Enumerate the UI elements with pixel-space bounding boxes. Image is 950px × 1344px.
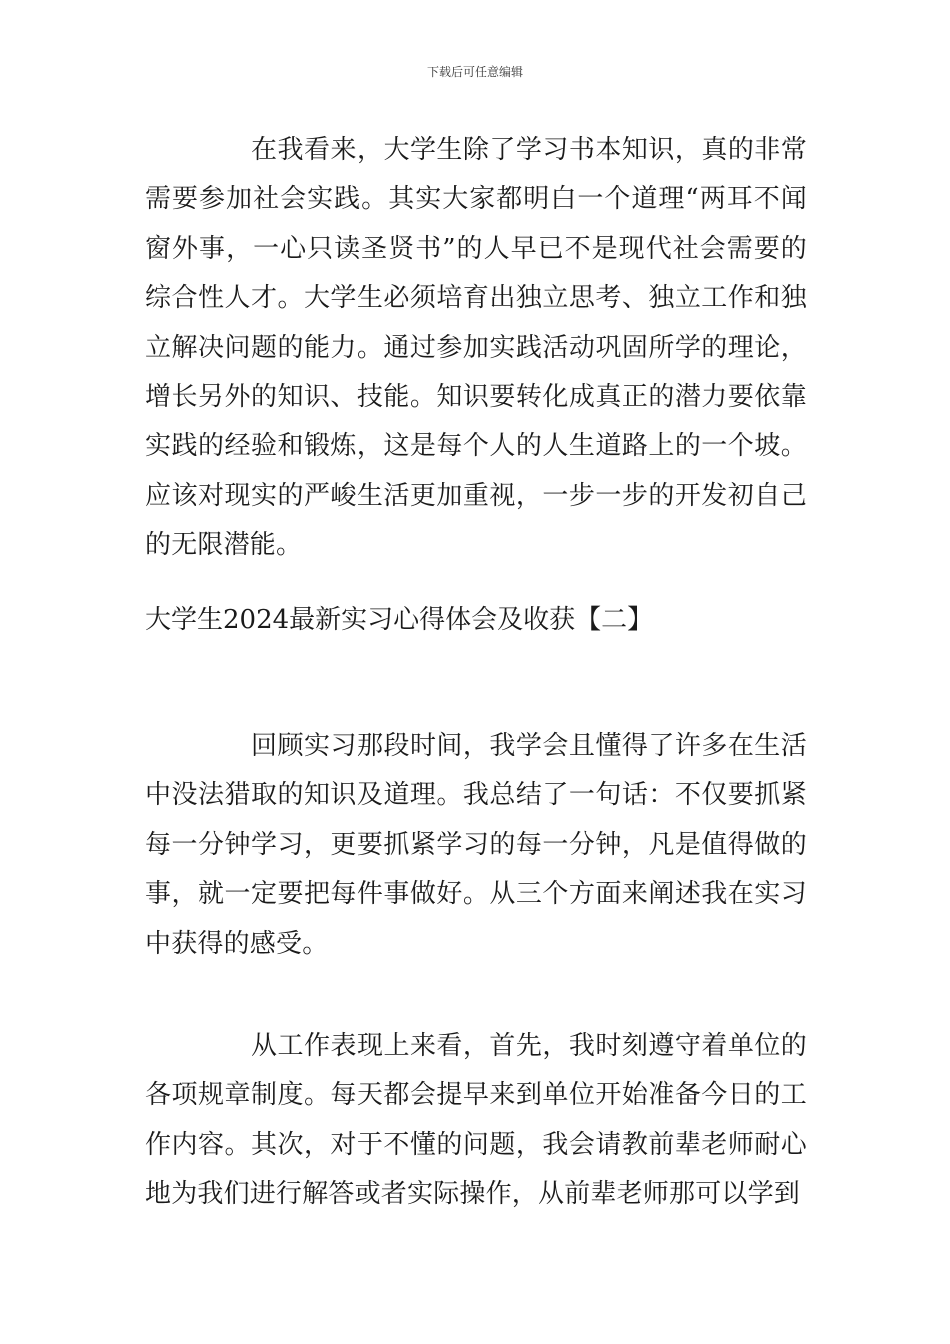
paragraph-2: 回顾实习那段时间，我学会且懂得了许多在生活中没法猎取的知识及道理。我总结了一句话：不仅要抓紧每一分钟学习，更要抓紧学习的每一分钟，凡是值得做的事，就一定要把每件事做好。从三个方面来阐述我在实习中获得的感受。 bbox=[145, 731, 807, 959]
header-note: 下载后可任意编辑 bbox=[426, 65, 523, 79]
paragraph-3: 从工作表现上来看，首先，我时刻遵守着单位的各项规章制度。每天都会提早来到单位开始准备今日的工作内容。其次，对于不懂的问题，我会请教前辈老师耐心地为我们进行解答或者实际操作，从前辈老师那可以学到 bbox=[145, 1031, 807, 1210]
section-title: 大学生2024最新实习心得体会及收获【二】 bbox=[145, 605, 654, 635]
paragraph-1: 在我看来，大学生除了学习书本知识，真的非常需要参加社会实践。其实大家都明白一个道理“两耳不闻窗外事，一心只读圣贤书”的人早已不是现代社会需要的综合性人才。大学生必须培育出独立思考、独立工作和独立解决问题的能力。通过参加实践活动巩固所学的理论，增长另外的知识、技能。知识要转化成真正的潜力要依靠实践的经验和锻炼，这是每个人的人生道路上的一个坡。应该对现实的严峻生活更加重视，一步一步的开发初自己的无限潜能。 bbox=[145, 135, 807, 561]
